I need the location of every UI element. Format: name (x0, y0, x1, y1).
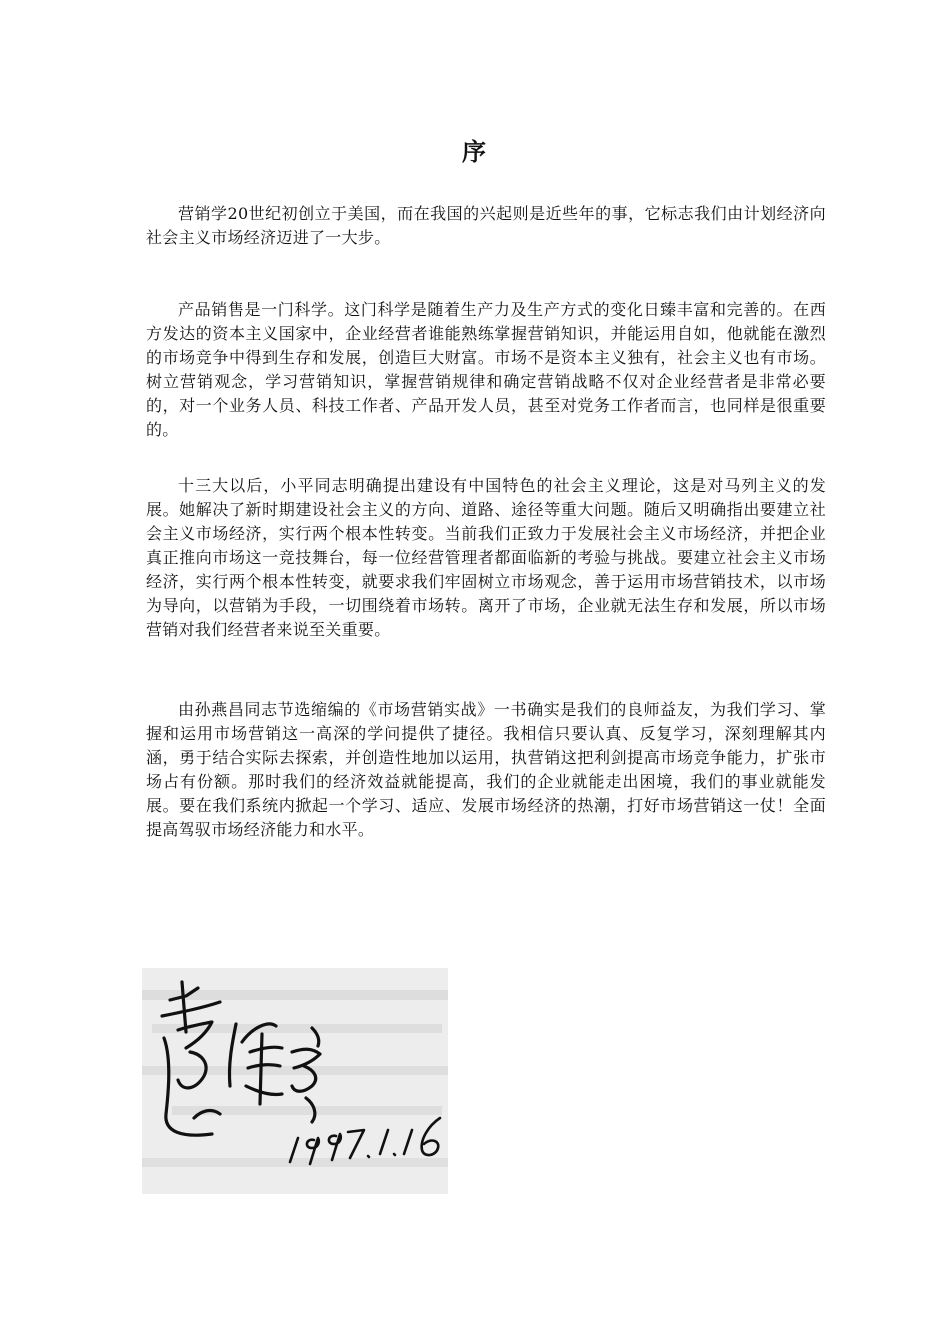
paragraph-text: 产品销售是一门科学。这门科学是随着生产力及生产方式的变化日臻丰富和完善的。在西方发达的资本主义国家中，企业经营者谁能熟练掌握营销知识，并能运用自如，他就能在激烈的市场竞争中得到生存和发展，创造巨大财富。市场不是资本主义独有，社会主义也有市场。树立营销观念，学习营销知识，掌握营销规律和确定营销战略不仅对企业经营者是非常必要的，对一个业务人员、科技工作者、产品开发人员，甚至对党务工作者而言，也同样是很重要的。 (146, 300, 826, 439)
paragraph-text: 由孙燕昌同志节选缩编的《市场营销实战》一书确实是我们的良师益友，为我们学习、掌握和运用市场营销这一高深的学问提供了捷径。我相信只要认真、反复学习，深刻理解其内涵，勇于结合实际去探索，并创造性地加以运用，执营销这把利剑提高市场竞争能力，扩张市场占有份额。那时我们的经济效益就能提高，我们的企业就能走出困境，我们的事业就能发展。要在我们系统内掀起一个学习、适应、发展市场经济的热潮，打好市场营销这一仗！全面提高驾驭市场经济能力和水平。 (146, 700, 826, 839)
paragraph-2 (146, 298, 826, 442)
paragraph-4 (146, 698, 826, 842)
signature-drawing (142, 968, 448, 1194)
paragraph-3 (146, 474, 826, 642)
paragraph-1 (146, 202, 826, 250)
page-title: 序 (462, 137, 488, 166)
paragraph-text: 营销学20世纪初创立于美国，而在我国的兴起则是近些年的事，它标志我们由计划经济向社会主义市场经济迈进了一大步。 (146, 204, 826, 247)
paragraph-text: 十三大以后，小平同志明确提出建设有中国特色的社会主义理论，这是对马列主义的发展。她解决了新时期建设社会主义的方向、道路、途径等重大问题。随后又明确指出要建立社会主义市场经济，实行两个根本性转变。当前我们正致力于发展社会主义市场经济，并把企业真正推向市场这一竞技舞台，每一位经营管理者都面临新的考验与挑战。要建立社会主义市场经济，实行两个根本性转变，就要求我们牢固树立市场观念，善于运用市场营销技术，以市场为导向，以营销为手段，一切围绕着市场转。离开了市场，企业就无法生存和发展，所以市场营销对我们经营者来说至关重要。 (146, 476, 826, 639)
handwritten-signature-image (142, 968, 448, 1194)
